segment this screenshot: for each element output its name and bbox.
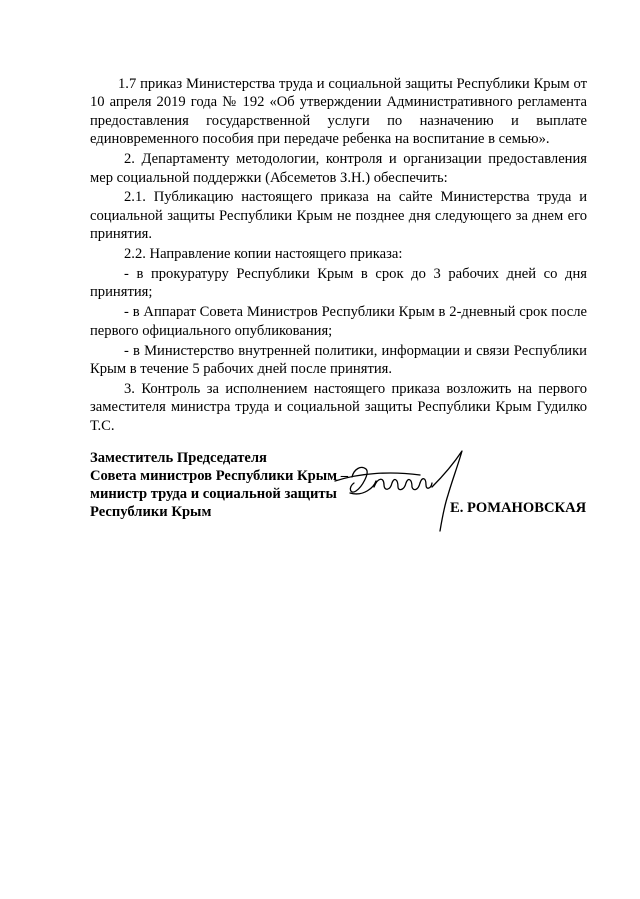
paragraph-2: 2. Департаменту методологии, контроля и организации предоставления мер социальной поддержки (Абсеметов З.Н.) обеспечить: bbox=[90, 151, 587, 186]
signature-block bbox=[90, 449, 590, 529]
list-item-prosecutor: - в прокуратуру Республики Крым в срок до 3 рабочих дней со дня принятия; bbox=[90, 266, 587, 301]
list-item-ministry-policy: - в Министерство внутренней политики, информации и связи Республики Крым в течение 5 рабочих дней после принятия. bbox=[90, 342, 587, 378]
paragraph-2-1: 2.1. Публикацию настоящего приказа на сайте Министерства труда и социальной защиты Республики Крым не позднее дня следующего за днем его принятия. bbox=[90, 189, 587, 243]
paragraph-3: 3. Контроль за исполнением настоящего приказа возложить на первого заместителя министра труда и социальной защиты Республики Крым Гудилко Т.С. bbox=[90, 381, 587, 434]
document-body bbox=[90, 75, 587, 437]
signatory-name: Е. РОМАНОВСКАЯ bbox=[450, 500, 587, 516]
handwritten-signature bbox=[330, 447, 480, 535]
paragraph-2-2: 2.2. Направление копии настоящего приказа: bbox=[124, 246, 403, 263]
position-line-1: Заместитель Председателя bbox=[90, 450, 267, 466]
list-item-council-apparatus: - в Аппарат Совета Министров Республики Крым в 2-дневный срок после первого официального опубликования; bbox=[90, 304, 587, 339]
position-line-3: министр труда и социальной защиты bbox=[90, 486, 337, 502]
paragraph-1-7: 1.7 приказ Министерства труда и социальной защиты Республики Крым от 10 апреля 2019 года № 192 «Об утверждении Административного регламента предоставления государственной услуги по назначению и выплате единовременного пособия при передаче ребенка на воспитание в семью». bbox=[90, 76, 587, 148]
position-line-2: Совета министров Республики Крым – bbox=[90, 468, 349, 484]
position-line-4: Республики Крым bbox=[90, 504, 212, 520]
